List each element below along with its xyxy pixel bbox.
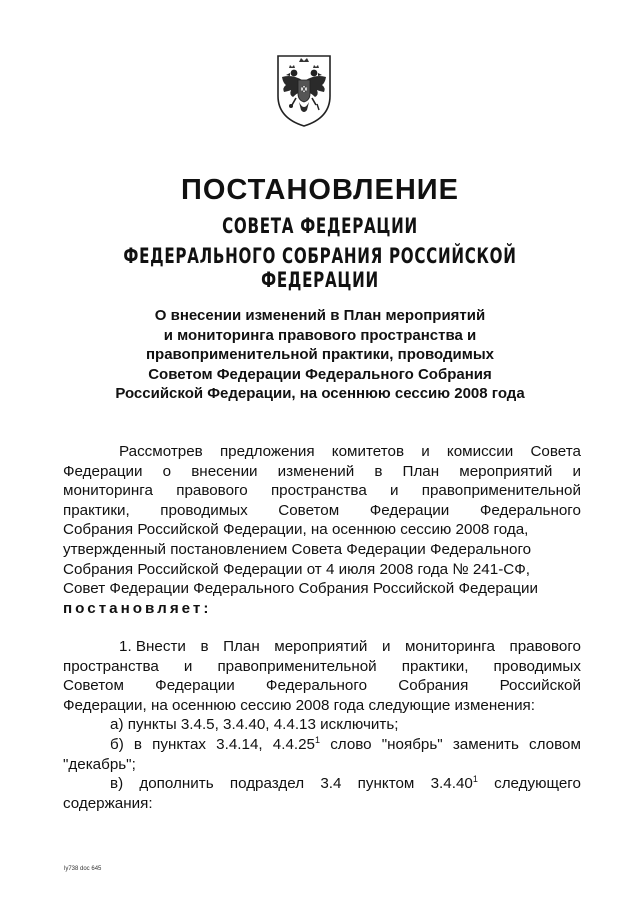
subject-line: Российской Федерации, на осеннюю сессию 2008 года [115, 385, 525, 402]
superscript: 1 [472, 774, 478, 785]
item-number: 4.4.25 [272, 735, 316, 753]
word: мероприятий [274, 638, 368, 655]
word: пространства [270, 482, 367, 500]
word: Советом [278, 501, 340, 519]
word: правоприменительной [421, 482, 581, 500]
double-headed-eagle-icon [272, 50, 336, 128]
word: правового [509, 638, 581, 655]
text-line [63, 481, 581, 501]
text-line [63, 657, 581, 677]
word: слово [330, 735, 372, 753]
word: правового [176, 482, 248, 500]
word: проводимых [493, 657, 581, 675]
word: План [223, 638, 260, 655]
word: и [572, 462, 581, 480]
amendment-item-c [63, 774, 581, 794]
decree-word: постановляет: [63, 599, 212, 617]
word: подраздел [229, 775, 305, 793]
word: Федерации [155, 677, 235, 695]
text-line [63, 676, 581, 696]
word: комиссии [446, 443, 514, 460]
word: пунктах [152, 735, 207, 753]
text-line [63, 462, 581, 482]
text-line: Собрания Российской Федерации, на осеннюю сессию 2008 года, [63, 521, 529, 539]
issuing-body-line1: СОВЕТА ФЕДЕРАЦИИ [222, 214, 418, 238]
word: Совета [530, 443, 581, 460]
word: и [421, 443, 430, 460]
word: Федерации [369, 501, 450, 519]
word: правоприменительной [217, 657, 377, 675]
word: пространства [63, 657, 159, 675]
word: 3.4 [320, 775, 342, 793]
word: в [374, 462, 383, 480]
word: о [162, 462, 172, 480]
word: практики, [401, 657, 469, 675]
word: мероприятий [459, 462, 553, 480]
word-with-superscript [273, 735, 320, 755]
word: в [133, 735, 142, 753]
preamble-paragraph [63, 442, 581, 618]
item-number: 3.4.40 [430, 775, 473, 793]
document-title: ПОСТАНОВЛЕНИЕ [181, 174, 459, 206]
word: практики, [63, 501, 130, 519]
word: предложения [219, 443, 315, 460]
word: в [200, 638, 209, 655]
subject-line: правоприменительной практики, проводимых [145, 346, 495, 363]
word: Собрания [398, 677, 469, 695]
word: Российской [499, 677, 581, 695]
superscript: 1 [315, 734, 321, 745]
word: мониторинга [404, 638, 495, 655]
word: Советом [63, 677, 124, 695]
amendments-paragraph [63, 637, 581, 813]
word: следующего [494, 775, 581, 793]
coat-of-arms-emblem [272, 50, 336, 128]
word: Федерального [265, 677, 368, 695]
text-line [63, 637, 581, 657]
word: дополнить [139, 775, 214, 793]
word: и [183, 657, 193, 675]
word: комитетов [331, 443, 405, 460]
text-line: содержания: [63, 794, 153, 812]
word: мониторинга [63, 482, 153, 500]
word: План [402, 462, 440, 480]
text-line: Федерации, на осеннюю сессию 2008 года следующие изменения: [63, 696, 535, 714]
word: "ноябрь" [381, 735, 443, 753]
text-line: Собрания Российской Федерации от 4 июля 2008 года № 241-СФ, [63, 560, 530, 578]
word: б) [110, 735, 124, 753]
word: словом [529, 735, 581, 753]
document-code: ly738 doc 645 [64, 866, 102, 872]
resolution-subject [60, 306, 580, 404]
amendment-item-b [63, 735, 581, 755]
word: и [390, 482, 399, 500]
word: в) [110, 775, 124, 793]
word: пунктом [357, 775, 415, 793]
word: Федерации [63, 462, 143, 480]
amendment-item-a: а) пункты 3.4.5, 3.4.40, 4.4.13 исключить; [110, 716, 399, 734]
text-line: утвержденный постановлением Совета Федерации Федерального [63, 540, 532, 558]
word: и [381, 638, 391, 655]
word: изменений [277, 462, 355, 480]
text-line [63, 442, 581, 462]
word: проводимых [160, 501, 248, 519]
word: Рассмотрев [119, 443, 203, 460]
word: Федерального [479, 501, 581, 519]
subject-line: и мониторинга правового пространства и [163, 326, 477, 344]
word: 3.4.14, [216, 735, 263, 753]
word-with-superscript [431, 774, 478, 794]
subject-line: Советом Федерации Федерального Собрания [148, 365, 492, 383]
word: 1. Внести [119, 638, 186, 655]
text-line [63, 501, 581, 521]
subject-line: О внесении изменений в План мероприятий [154, 307, 486, 324]
word: заменить [452, 735, 519, 753]
text-line: "декабрь"; [63, 755, 136, 773]
text-line: Совет Федерации Федерального Собрания Российской Федерации [63, 580, 538, 598]
word: внесении [191, 462, 258, 480]
issuing-body-line2: ФЕДЕРАЛЬНОГО СОБРАНИЯ РОССИЙСКОЙ ФЕДЕРАЦИИ [123, 244, 517, 292]
